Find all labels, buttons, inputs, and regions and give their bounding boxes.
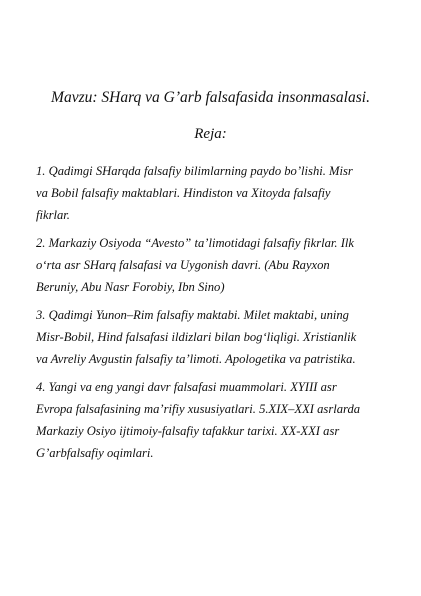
plan-item-4: 4. Yangi va eng yangi davr falsafasi muammolari. XYIII asr Evropa falsafasining ma’rifiy xususiyatlari. 5.XIX–XXI asrlarda Markaziy Osiyo ijtimoiy-falsafiy tafakkur tarixi. XX-XXI asr G’arbfalsafiy oqimlari.	[36, 380, 361, 460]
plan-item-1: 1. Qadimgi SHarqda falsafiy bilimlarning paydo bo’lishi. Misr va Bobil falsafiy maktablari. Hindiston va Xitoyda falsafiy fikrlar.	[36, 164, 353, 222]
plan-heading: Reja:	[194, 126, 227, 142]
plan-item-3: 3. Qadimgi Yunon–Rim falsafiy maktabi. Milet maktabi, uning Misr-Bobil, Hind falsafasi ildizlari bilan bog‘liqligi. Xristianlik va Avreliy Avgustin falsafiy ta’limoti. Apologetika va patristika.	[36, 308, 357, 366]
plan-item-2: 2. Markaziy Osiyoda “Avesto” ta’limotidagi falsafiy fikrlar. Ilk o‘rta asr SHarq falsafasi va Uygonish davri. (Abu Rayxon Beruniy, Abu Nasr Forobiy, Ibn Sino)	[36, 236, 354, 294]
plan-list	[36, 160, 400, 470]
document-title: Mavzu: SHarq va G’arb falsafasida insonmasalasi.	[51, 89, 370, 106]
